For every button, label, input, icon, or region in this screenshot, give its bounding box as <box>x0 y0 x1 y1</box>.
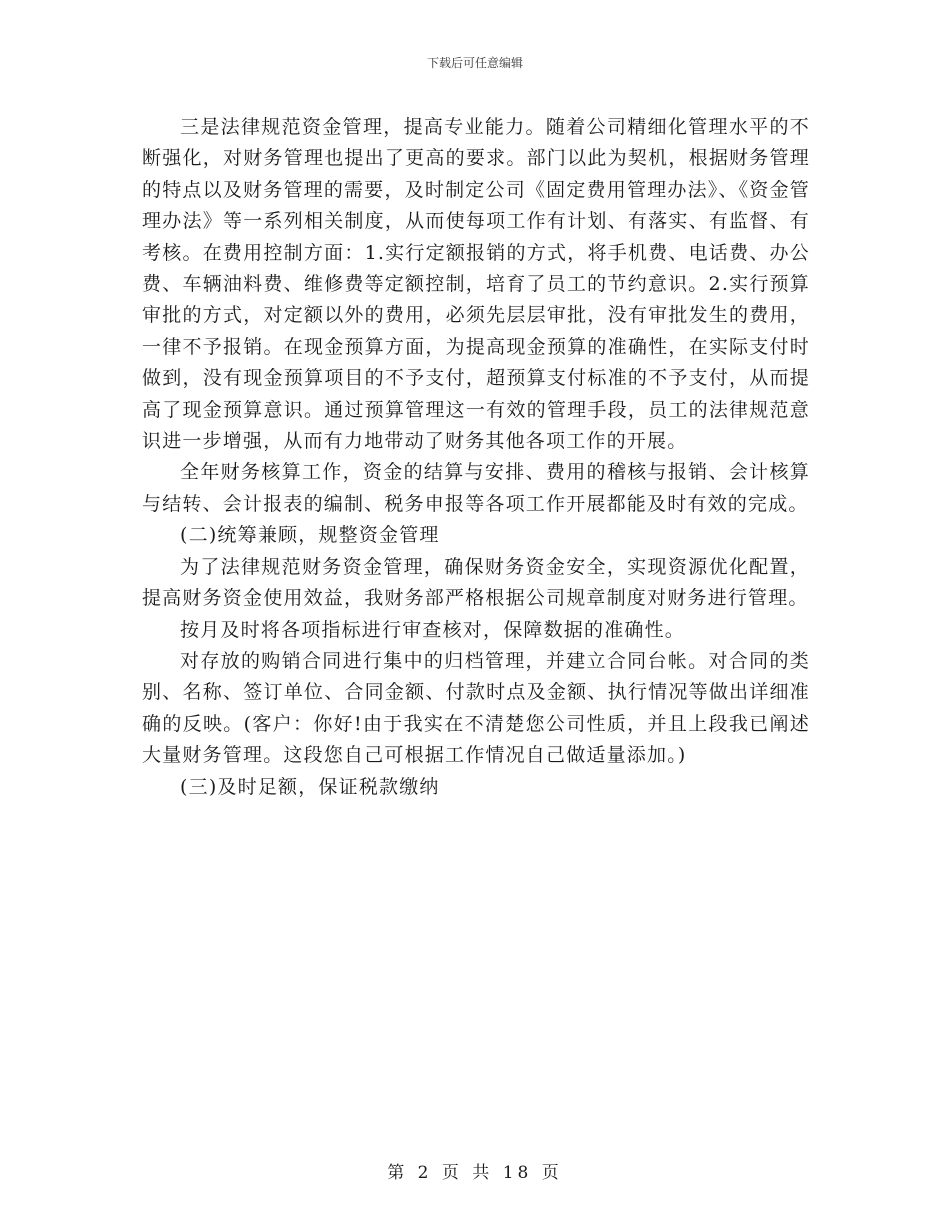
paragraph: 三是法律规范资金管理，提高专业能力。随着公司精细化管理水平的不断强化，对财务管理也提出了更高的要求。部门以此为契机，根据财务管理的特点以及财务管理的需要，及时制定公司《固定费用管理办法》、《资金管理办法》等一系列相关制度，从而使每项工作有计划、有落实、有监督、有考核。在费用控制方面：1.实行定额报销的方式，将手机费、电话费、办公费、车辆油料费、维修费等定额控制，培育了员工的节约意识。2.实行预算审批的方式，对定额以外的费用，必须先层层审批，没有审批发生的费用，一律不予报销。在现金预算方面，为提高现金预算的准确性，在实际支付时做到，没有现金预算项目的不予支付，超预算支付标准的不予支付，从而提高了现金预算意识。通过预算管理这一有效的管理手段，员工的法律规范意识进一步增强，从而有力地带动了财务其他各项工作的开展。 <box>142 116 810 453</box>
section-heading: (三)及时足额，保证税款缴纳 <box>180 775 440 798</box>
page-header: 下载后可任意编辑 <box>426 56 523 70</box>
paragraph: 对存放的购销合同进行集中的归档管理，并建立合同台帐。对合同的类别、名称、签订单位、合同金额、付款时点及金额、执行情况等做出详细准确的反映。(客户：你好!由于我实在不清楚您公司性质，并且上段我已阐述大量财务管理。这段您自己可根据工作情况自己做适量添加。) <box>142 649 810 767</box>
paragraph: 为了法律规范财务资金管理，确保财务资金安全，实现资源优化配置，提高财务资金使用效益，我财务部严格根据公司规章制度对财务进行管理。 <box>142 555 810 610</box>
paragraph: 全年财务核算工作，资金的结算与安排、费用的稽核与报销、会计核算与结转、会计报表的编制、税务申报等各项工作开展都能及时有效的完成。 <box>142 461 810 515</box>
section-heading: (二)统筹兼顾，规整资金管理 <box>180 524 440 547</box>
page-number-footer: 第 2 页 共 18 页 <box>387 1163 563 1183</box>
paragraph: 按月及时将各项指标进行审查核对，保障数据的准确性。 <box>180 618 686 641</box>
document-body <box>142 112 810 803</box>
